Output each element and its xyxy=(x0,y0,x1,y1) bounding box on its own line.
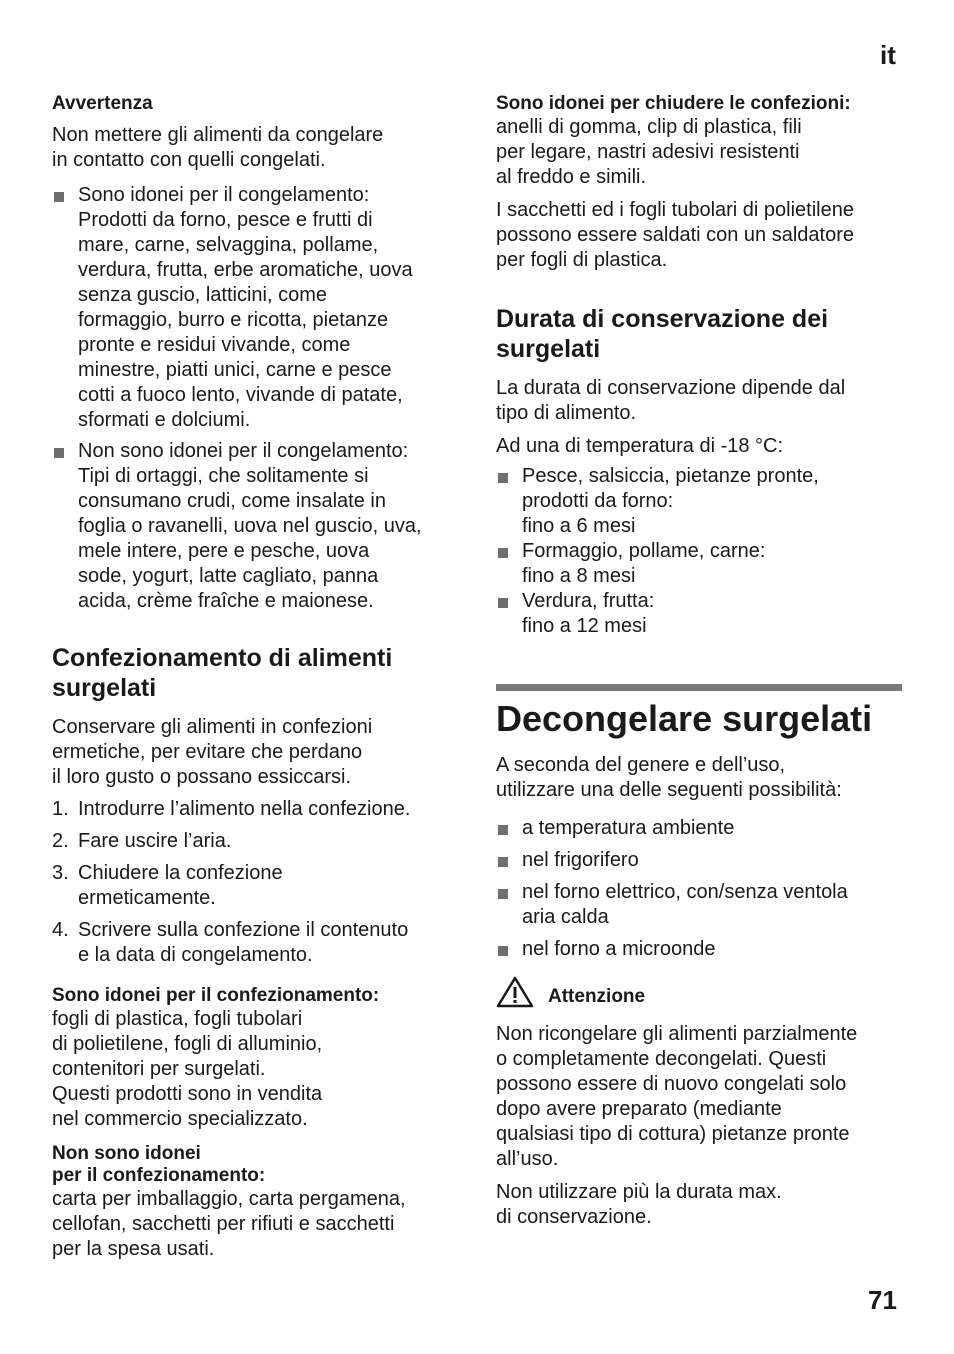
duration-intro: La durata di conservazione dipende dal tipo di alimento. xyxy=(496,377,846,424)
packaging-intro: Conservare gli alimenti in confezioni ermetiche, per evitare che perdano il loro gusto o possano essiccarsi. xyxy=(52,716,373,788)
warning-triangle-icon xyxy=(496,976,534,1008)
closure-text: anelli di gomma, clip di plastica, fili per legare, nastri adesivi resistenti al freddo e simili. xyxy=(496,116,802,188)
closure-title: Sono idonei per chiudere le confezioni: xyxy=(496,93,851,114)
bullet-square-icon xyxy=(54,192,64,202)
list-item: 4. Scrivere sulla confezione il contenuto e la data di congelamento. xyxy=(52,919,409,966)
unsuitable-text: carta per imballaggio, carta pergamena, cellofan, sacchetti per rifiuti e sacchetti per la spesa usati. xyxy=(52,1188,406,1260)
bullet-square-icon xyxy=(498,473,508,483)
list-item: Pesce, salsiccia, pietanze pronte, prodotti da forno: fino a 6 mesi xyxy=(496,464,906,539)
list-item: 2. Fare uscire l’aria. xyxy=(52,830,232,852)
bullet-square-icon xyxy=(498,548,508,558)
list-item: nel frigorifero xyxy=(496,848,906,873)
max-duration-text: Non utilizzare più la durata max. di conservazione. xyxy=(496,1181,782,1228)
warning-title: Avvertenza xyxy=(52,93,153,114)
list-item: nel forno elettrico, con/senza ventola aria calda xyxy=(496,880,906,930)
caution-title: Attenzione xyxy=(548,986,646,1007)
bullet-square-icon xyxy=(498,889,508,899)
section-heading-duration: Durata di conservazione dei surgelati xyxy=(496,305,829,363)
language-code: it xyxy=(880,40,896,70)
bullet-square-icon xyxy=(498,825,508,835)
temperature-line: Ad una di temperatura di -18 °C: xyxy=(496,435,784,457)
left-column xyxy=(52,88,462,1262)
list-item: a temperatura ambiente xyxy=(496,816,906,841)
caution-header xyxy=(496,976,906,1008)
list-item: Sono idonei per il congelamento: Prodotti da forno, pesce e frutti di mare, carne, selvaggina, pollame, verdura, frutta, erbe aromatiche, uova senza guscio, latticini, come formaggio, burro e ricotta, pietanze pronte e residui vivande, come minestre, piatti unici, carne e pesce cotti a fuoco lento, vivande di patate, sformati e dolciumi. xyxy=(52,183,462,433)
section-heading-packaging: Confezionamento di alimenti surgelati xyxy=(52,644,393,702)
suitable-title: Sono idonei per il confezionamento: xyxy=(52,985,380,1006)
suitable-text: fogli di plastica, fogli tubolari di polietilene, fogli di alluminio, contenitori per surgelati. Questi prodotti sono in vendita nel commercio specializzato. xyxy=(52,1008,323,1130)
section-divider xyxy=(496,684,902,691)
list-item: 1. Introdurre l’alimento nella confezione. xyxy=(52,798,411,820)
duration-list xyxy=(496,464,906,639)
bullet-square-icon xyxy=(498,946,508,956)
thawing-intro: A seconda del genere e dell’uso, utilizzare una delle seguenti possibilità: xyxy=(496,754,842,801)
unsuitable-title: Non sono idonei per il confezionamento: xyxy=(52,1143,266,1186)
bullet-square-icon xyxy=(54,448,64,458)
bags-text: I sacchetti ed i fogli tubolari di polietilene possono essere saldati con un saldatore per fogli di plastica. xyxy=(496,199,855,271)
thawing-list xyxy=(496,816,906,962)
list-item: nel forno a microonde xyxy=(496,937,906,962)
list-item: Non sono idonei per il congelamento: Tipi di ortaggi, che solitamente si consumano crudi, come insalate in foglia o ravanelli, uova nel guscio, uva, mele intere, pere e pesche, uova sode, yogurt, latte cagliato, panna acida, crème fraîche e maionese. xyxy=(52,439,462,614)
list-item: 3. Chiudere la confezione ermeticamente. xyxy=(52,862,283,909)
list-item: Formaggio, pollame, carne: fino a 8 mesi xyxy=(496,539,906,589)
warning-text: Non mettere gli alimenti da congelare in contatto con quelli congelati. xyxy=(52,124,384,171)
freezing-list xyxy=(52,183,462,614)
chapter-heading-thawing: Decongelare surgelati xyxy=(496,698,873,739)
bullet-square-icon xyxy=(498,857,508,867)
page-number: 71 xyxy=(868,1285,897,1315)
packaging-steps xyxy=(52,797,462,968)
list-item: Verdura, frutta: fino a 12 mesi xyxy=(496,589,906,639)
right-column xyxy=(496,88,906,1230)
caution-text: Non ricongelare gli alimenti parzialmente o completamente decongelati. Questi possono essere di nuovo congelati solo dopo avere preparato (mediante qualsiasi tipo di cottura) pietanze pronte all’uso. xyxy=(496,1023,858,1170)
bullet-square-icon xyxy=(498,598,508,608)
